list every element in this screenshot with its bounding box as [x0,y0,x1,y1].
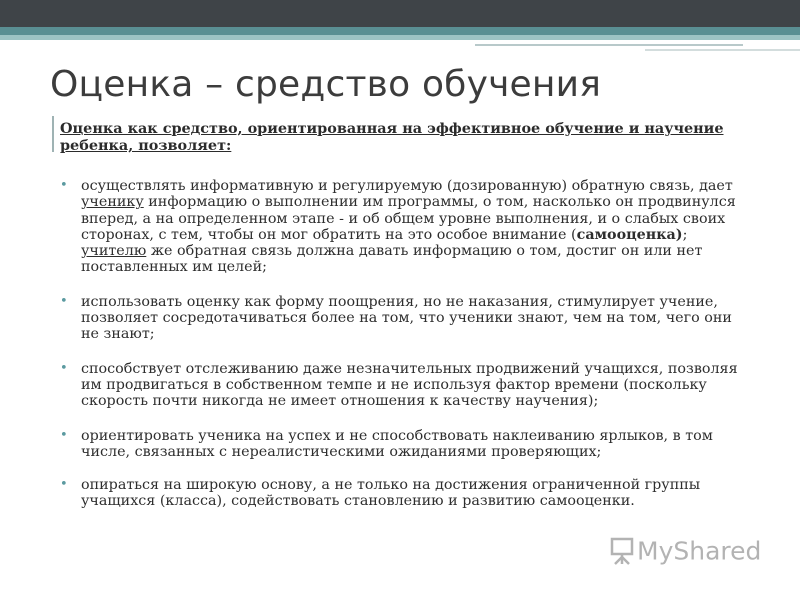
bullet-text: использовать оценку как форму поощрения, но не наказания, стимулирует учение, позволяет сосредотачиваться более на том, что ученики знают, чем на том, чего они не знают; [81,293,732,343]
bullet-item [60,428,750,461]
slide-title: Оценка – средство обучения [50,64,602,105]
bullet-dot-icon: • [60,477,68,493]
bullet-list [60,178,750,510]
bullet-text: опираться на широкую основу, а не только на достижения ограниченной группы учащихся (класса), содействовать становлению и развитию самооценки. [81,477,701,510]
top-accent-stripe [0,27,800,35]
bullet-text-part: осуществлять информативную и регулируемую (дозированную) обратную связь, дает [81,178,733,194]
bullet-item [60,361,750,410]
slide-subtitle [60,120,730,154]
bullet-text: способствует отслеживанию даже незначительных продвижений учащихся, позволяя им продвигаться в собственном темпе и не используя фактор времени (поскольку скорость почти никогда не имеет отношения к качеству научения); [81,360,738,410]
watermark [610,535,770,575]
top-accent-stripe-light [0,35,800,40]
bullet-text-part: информацию о выполнении им программы, о том, насколько он продвинулся вперед, а на определенном этапе - и об общем уровне выполнения, и о слабых своих сторонах, с тем, чтобы он мог обратить на это особое внимание ( [81,194,736,243]
bullet-underlined-word: ученику [81,194,144,211]
subtitle-text: Оценка как средство, ориентированная на эффективное обучение и научение ребенка, позволяет: [60,120,724,154]
bullet-dot-icon: • [60,293,68,309]
bullet-text-part: же обратная связь должна давать информацию о том, достиг он или нет поставленных им целей; [81,243,703,276]
bullet-dot-icon: • [60,178,68,193]
bullet-underlined-word: учителю [81,243,147,260]
bullet-item [60,294,750,343]
bullet-item [60,477,750,510]
bullet-bold-word: самооценка) [576,226,683,243]
bullet-text-part: ; [682,226,688,243]
top-bar [0,0,800,27]
decorative-line-short [645,49,800,51]
decorative-line [475,44,743,46]
bullet-item [60,178,750,276]
watermark-text: MyShared [637,536,762,566]
bullet-dot-icon: • [60,427,68,443]
bullet-text: ориентировать ученика на успех и не способствовать наклеиванию ярлыков, в том числе, связанных с нереалистическими ожиданиями проверяющих; [81,427,713,460]
bullet-dot-icon: • [60,360,68,376]
presentation-board-icon [610,536,634,566]
subtitle-accent-bar [52,116,54,152]
